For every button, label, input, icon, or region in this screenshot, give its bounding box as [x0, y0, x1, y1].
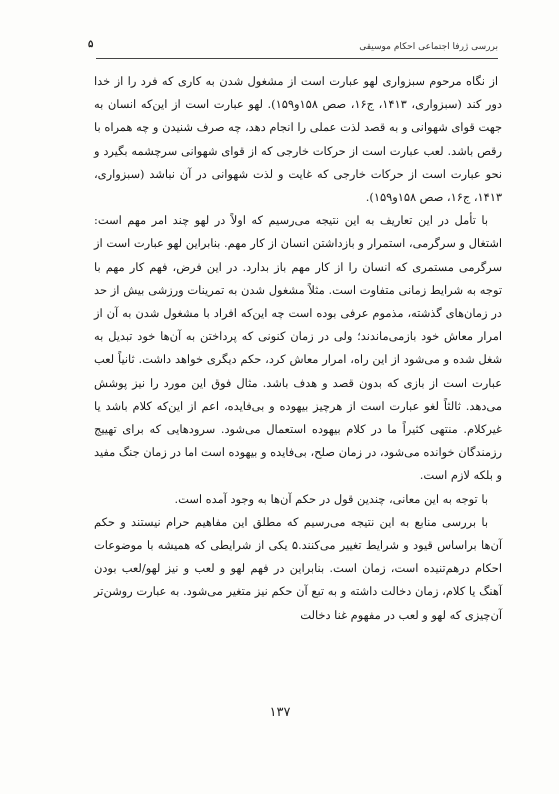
running-header — [88, 38, 498, 56]
header-divider — [96, 58, 498, 59]
paragraph-lahv-definition: از نگاه مرحوم سبزواری لهو عبارت است از مشغول شدن به کاری که فرد را از خدا دور کند (سبزواری، ۱۴۱۳، ج۱۶، صص ۱۵۸و۱۵۹). لهو عبارت است از این‌که انسان به جهت قوای شهوانی و به قصد لذت عملی را انجام دهد، چه صرف شنیدن و چه همراه با رقص باشد. لعب عبارت است از حرکات خارجی که از قوای شهوانی سرچشمه بگیرد و نحو عبارت است از حرکات خارجی که غایت و لذت شهوانی در آن نباشد (سبزواری، ۱۴۱۳، ج۱۶، صص ۱۵۸و۱۵۹). — [94, 74, 503, 205]
body-text — [94, 70, 502, 627]
paragraph-opinions: با توجه به این معانی، چندین قول در حکم آن‌ها به وجود آمده است. — [174, 491, 488, 506]
page-number: ۱۳۷ — [269, 705, 291, 720]
paragraph-analysis: با تأمل در این تعاریف به این نتیجه می‌رسیم که اولاً در لهو چند امر مهم است: اشتغال و سرگرمی، استمرار و بازداشتن انسان از کار مهم. بنابراین لهو عبارت است از سرگرمی مستمری که انسان را از کار مهم باز بدارد. در این فرض، فهم کار مهم با توجه به شرایط زمانی متفاوت است. مثلاً مشغول شدن به تمرینات ورزشی بیش از حد در زمان‌های گذشته، مذموم عرفی بوده است چه این‌که افراد با مشغول شدن به آن از امرار معاش خود بازمی‌ماندند؛ ولی در زمان کنونی که پرداختن به آن‌ها خود تبدیل به شغل شده و می‌شود از این راه، امرار معاش کرد، حکم دیگری خواهد داشت. ثانیاً لعب عبارت است از بازی که بدون قصد و هدف باشد. مثال فوق این مورد را نیز پوشش می‌دهد. ثالثاً لغو عبارت است از هرچیز بیهوده و بی‌فایده، اعم از این‌که کلام باشد یا غیرکلام. منتهی کثیراً ما در کلام بیهوده استعمال می‌شود. سرودهایی که برای تهییج رزمندگان خوانده می‌شود، در زمان صلح، بی‌فایده و بیهوده است اما در زمان جنگ مفید و بلکه لازم است. — [94, 213, 502, 483]
running-title: بررسی ژرفا اجتماعی احکام موسیقی — [359, 42, 498, 52]
header-page-marker: ۵ — [88, 39, 94, 50]
paragraph-conclusion: با بررسی منابع به این نتیجه می‌رسیم که مطلق این مفاهیم حرام نیستند و حکم آن‌ها براساس قیود و شرایط تغییر می‌کنند.۵ یکی از شرایطی که همیشه با موضوعات احکام درهم‌تنیده است، زمان است. بنابراین در فهم لهو و لعب و نیز لهو/لعب بودن آهنگ یا کلام، زمان دخالت داشته و به تبع آن حکم نیز متغیر می‌شود. به عبارت روشن‌تر آن‌چیزی که لهو و لعب در مفهوم غنا دخالت — [94, 514, 503, 622]
